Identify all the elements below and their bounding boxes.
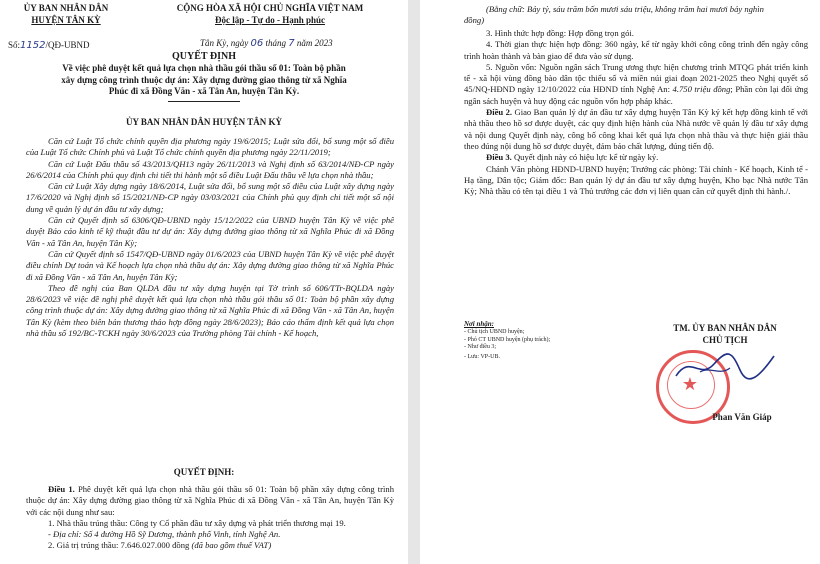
- document-page-2: [420, 0, 820, 564]
- date-day: 06: [250, 38, 264, 49]
- subject-line3: Phúc đi xã Đồng Văn - xã Tân An, huyện Tân Kỳ.: [108, 86, 300, 96]
- article-1-continued: [464, 28, 808, 197]
- words-line1: (Bằng chữ: Bảy tỷ, sáu trăm bốn mươi sáu triệu, không trăm hai mươi bảy nghìn: [486, 4, 764, 14]
- legal-basis: Căn cứ Luật Tổ chức chính quyền địa phương ngày 19/6/2015; Luật sửa đổi, bổ sung một số điều của Luật Tổ chức Chính phủ và Luật Tổ chức chính quyền địa phương ngày 22/11/2019;: [26, 136, 394, 158]
- funding-amount: 4.750 triệu đồng: [672, 84, 731, 95]
- article-3-text: Quyết định này có hiệu lực kể từ ngày ký.: [513, 152, 659, 163]
- contract-form: 3. Hình thức hợp đồng: Hợp đồng trọn gói.: [486, 28, 634, 38]
- recipient-item: - Phó CT UBND huyện (phụ trách);: [464, 336, 551, 343]
- legal-basis: Căn cứ Luật Xây dựng ngày 18/6/2014, Luật sửa đổi, bổ sung một số điều của Luật xây dựng ngày 17/6/2020 và Nghị định số 15/2021/NĐ-CP ngày 03/03/2021 của Chính phủ quy định chi tiết một số nội dung về quản lý dự án đầu tư xây dựng;: [26, 181, 394, 214]
- handwritten-number: 1152: [20, 40, 46, 51]
- star-icon: ★: [681, 374, 699, 394]
- legal-basis: Căn cứ Quyết định số 6306/QĐ-UBND ngày 15/12/2022 của UBND huyện Tân Kỳ về việc phê duyệt Báo cáo kinh tế kỹ thuật đầu tư dự án: Xây dựng đường giao thông từ xã Nghĩa Phúc đi xã Đồng Văn - xã Tân An, huyện Tân Kỳ;: [26, 215, 394, 248]
- article-1: [26, 484, 394, 552]
- recipients-heading: Nơi nhận:: [464, 320, 495, 328]
- contractor-address: - Địa chỉ: Số 4 đường Hồ Sỹ Dương, thành phố Vinh, tỉnh Nghệ An.: [48, 529, 281, 540]
- contract-duration: 4. Thời gian thực hiện hợp đồng: 360 ngày, kể từ ngày khởi công công trình đến ngày công trình hoàn thành và bàn giao để đưa vào sử dụng.: [464, 39, 808, 61]
- recipients-block: [464, 320, 614, 361]
- decide-heading: QUYẾT ĐỊNH:: [173, 467, 235, 477]
- article-1-label: Điều 1.: [48, 484, 75, 494]
- legal-basis: Căn cứ Quyết định số 1547/QĐ-UBND ngày 01/6/2023 của UBND huyện Tân Kỳ về việc phê duyệt điều chỉnh Dự toán và Kế hoạch lựa chọn nhà thầu dự án: Xây dựng đường giao thông từ xã Nghĩa Phúc đi xã Đồng Văn - xã Tân An, huyện Tân Kỳ;: [26, 248, 394, 282]
- subject-divider: [168, 101, 240, 102]
- recipient-item: - Như điều 3;: [464, 344, 497, 351]
- signature-title: [640, 323, 810, 346]
- subject-line2: xây dựng công trình thuộc dự án: Xây dựng đường giao thông từ xã Nghĩa: [61, 74, 347, 85]
- subject-line1: Về việc phê duyệt kết quả lựa chọn nhà thầu gói thầu số 01: Toàn bộ phần: [62, 63, 346, 73]
- decision-subject: [4, 63, 404, 98]
- legal-bases: [26, 136, 394, 339]
- article-1-text: Phê duyệt kết quả lựa chọn nhà thầu gói thầu số 01: Toàn bộ phần xây dựng công trình thuộc dự án: Xây dựng đường giao thông từ xã Nghĩa Phúc đi xã Đồng Văn - xã Tân An, huyện Tân Kỳ với các nội dung như sau:: [26, 484, 395, 517]
- recipient-item: - Chủ tịch UBND huyện;: [464, 329, 525, 335]
- decision-title: QUYẾT ĐỊNH: [172, 51, 236, 62]
- article-3-implementers: Chánh Văn phòng HĐND-UBND huyện; Trưởng các phòng: Tài chính - Kế hoạch, Kinh tế - Hạ tầng, Dân tộc; Giám đốc: Ban quản lý dự án đầu tư xây dựng huyện, Kho bạc Nhà nước Tân Kỳ; Nhà thầu có tên tại điều 1 và Thủ trưởng các đơn vị liên quan căn cứ quyết định thi hành./.: [464, 163, 808, 197]
- date-mid: tháng: [265, 38, 286, 48]
- funding-remainder: ; Phần còn lại đối ứng ngân sách huyện và huy động các nguồn vốn hợp pháp khác.: [464, 84, 808, 106]
- agency-header: [8, 3, 124, 26]
- sign-line2: CHỦ TỊCH: [702, 334, 748, 345]
- funding-source: 5. Nguồn vốn: Nguồn ngân sách Trung ương thực hiện chương trình MTQG phát triển kinh tế - xã hội vùng đồng bào dân tộc thiểu số và miền núi giai đoạn 2021-2025 theo Nghị quyết số 45/NQ-HĐND ngày 12/10/2022 của HĐND tỉnh Nghệ An:: [464, 61, 808, 95]
- number-suffix: /QĐ-UBND: [45, 40, 90, 50]
- contract-value: 2. Giá trị trúng thầu: 7.646.027.000 đồng: [48, 540, 190, 551]
- agency-line2: HUYỆN TÂN KỲ: [31, 14, 101, 25]
- winning-contractor: 1. Nhà thầu trúng thầu: Công ty Cổ phần đầu tư xây dựng và phát triển thương mại 19.: [48, 517, 346, 528]
- article-2-text: Giao Ban quản lý dự án đầu tư xây dựng huyện Tân Kỳ ký kết hợp đồng kinh tế với nhà thầu theo hồ sơ được duyệt, các quy định hiện hành của Nhà nước về quản lý đầu tư xây dựng và nội dung Quyết định này, công bố công khai kết quả lựa chọn nhà thầu và thực hiện giải thầu theo đúng nội dung hồ sơ được duyệt, đảm bảo chất lượng, đúng tiến độ.: [464, 107, 809, 151]
- national-header: [136, 3, 404, 26]
- issue-date: [200, 38, 400, 50]
- document-number: [8, 40, 124, 52]
- handwritten-signature: [670, 346, 780, 386]
- signer-name: Phan Văn Giáp: [712, 412, 772, 422]
- agency-line1: ỦY BAN NHÂN DÂN: [23, 3, 109, 13]
- legal-basis: Căn cứ Luật Đấu thầu số 43/2013/QH13 ngày 26/11/2013 và Nghị định số 63/2014/NĐ-CP ngày 26/6/2014 của Chính phủ quy định chi tiết thi hành một số điều Luật Đấu thầu về lựa chọn nhà thầu;: [26, 158, 394, 180]
- date-year: năm 2023: [296, 38, 333, 48]
- republic-name: CỘNG HÒA XÃ HỘI CHỦ NGHĨA VIỆT NAM: [176, 3, 364, 13]
- legal-basis: Theo đề nghị của Ban QLDA đầu tư xây dựng huyện tại Tờ trình số 606/TTr-BQLDA ngày 28/6/2023 về việc đề nghị phê duyệt kết quả lựa chọn nhà thầu gói thầu số 01: Toàn bộ phần xây dựng công trình thuộc dự án: Xây dựng đường giao thông từ xã Nghĩa Phúc đi xã Đồng Văn - xã Tân An, huyện Tân Kỳ (kèm theo biên bản thương thảo hợp đồng ngày 28/6/2023); Báo cáo thẩm định kết quả lựa chọn nhà thầu số 192/BC-TCKH ngày 30/6/2023 của Trường phòng Tài chính - Kế hoạch,: [26, 282, 394, 339]
- value-in-words: [464, 4, 808, 27]
- words-line2: đồng): [464, 15, 485, 26]
- vat-note: (đã bao gồm thuế VAT): [191, 540, 272, 551]
- date-month: 7: [288, 38, 295, 49]
- sign-line1: TM. ỦY BAN NHÂN DÂN: [673, 323, 777, 333]
- document-page-1: [0, 0, 408, 564]
- number-prefix: Số:: [8, 40, 21, 50]
- recipient-item: - Lưu: VP-UB.: [464, 353, 500, 360]
- article-2-label: Điều 2.: [486, 107, 513, 118]
- national-motto: Độc lập - Tự do - Hạnh phúc: [214, 14, 325, 25]
- issuing-authority: ỦY BAN NHÂN DÂN HUYỆN TÂN KỲ: [125, 117, 282, 127]
- date-prefix: Tân Kỳ, ngày: [200, 38, 249, 48]
- article-3-label: Điều 3.: [486, 152, 512, 163]
